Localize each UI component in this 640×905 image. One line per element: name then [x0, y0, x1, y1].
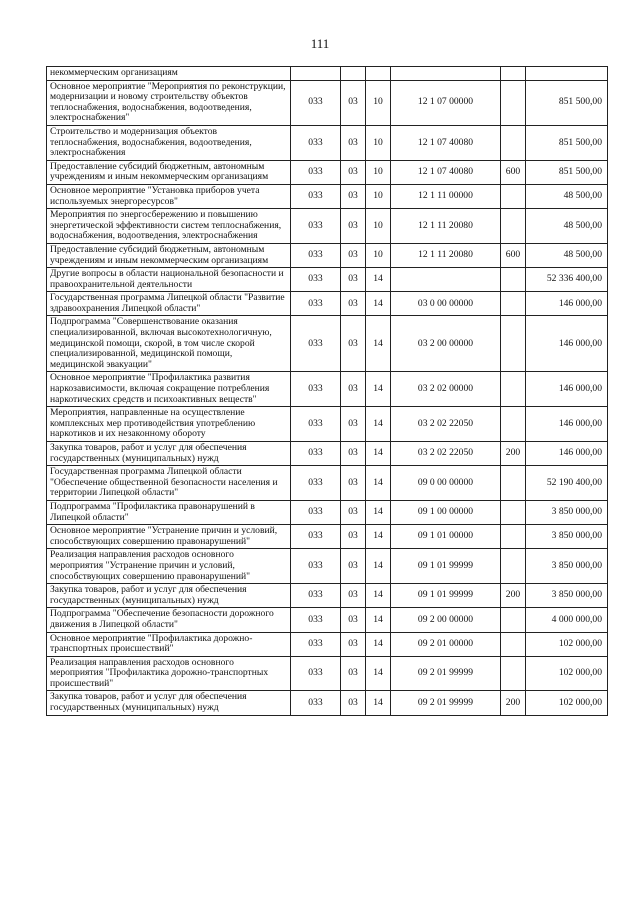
table-row	[47, 160, 608, 184]
section-code-cell: 03	[341, 691, 366, 715]
expense-type-code-cell	[501, 632, 526, 656]
expense-type-code-cell	[501, 80, 526, 125]
amount-cell: 102 000,00	[526, 632, 608, 656]
amount-cell: 102 000,00	[526, 691, 608, 715]
target-article-code-cell: 12 1 11 00000	[391, 184, 501, 208]
section-code-cell: 03	[341, 243, 366, 267]
expense-type-code-cell	[501, 292, 526, 316]
amount-cell: 146 000,00	[526, 372, 608, 407]
amount-cell: 851 500,00	[526, 160, 608, 184]
subsection-code-cell: 14	[366, 316, 391, 372]
department-code-cell: 033	[291, 292, 341, 316]
expense-type-code-cell	[501, 209, 526, 244]
target-article-code-cell: 09 0 00 00000	[391, 466, 501, 501]
expense-name-cell: Предоставление субсидий бюджетным, автономным учреждениям и иным некоммерческим организациям	[47, 160, 291, 184]
target-article-code-cell: 03 2 02 22050	[391, 442, 501, 466]
section-code-cell: 03	[341, 466, 366, 501]
amount-cell: 146 000,00	[526, 407, 608, 442]
amount-cell: 3 850 000,00	[526, 500, 608, 524]
table-row	[47, 80, 608, 125]
expense-type-code-cell	[501, 525, 526, 549]
department-code-cell: 033	[291, 632, 341, 656]
section-code-cell: 03	[341, 525, 366, 549]
department-code-cell: 033	[291, 656, 341, 691]
subsection-code-cell: 10	[366, 243, 391, 267]
amount-cell: 52 190 400,00	[526, 466, 608, 501]
department-code-cell: 033	[291, 442, 341, 466]
expense-name-cell: Реализация направления расходов основного мероприятия "Профилактика дорожно-транспортных происшествий"	[47, 656, 291, 691]
amount-cell	[526, 67, 608, 81]
table-row	[47, 125, 608, 160]
expense-name-cell: Подпрограмма "Профилактика правонарушений в Липецкой области"	[47, 500, 291, 524]
section-code-cell: 03	[341, 268, 366, 292]
page-number: 111	[310, 36, 330, 51]
expense-name-cell: Основное мероприятие "Профилактика дорожно-транспортных происшествий"	[47, 632, 291, 656]
expense-type-code-cell	[501, 67, 526, 81]
section-code-cell: 03	[341, 608, 366, 632]
amount-cell: 146 000,00	[526, 316, 608, 372]
expense-type-code-cell	[501, 466, 526, 501]
subsection-code-cell: 14	[366, 372, 391, 407]
expense-type-code-cell: 200	[501, 442, 526, 466]
expense-type-code-cell	[501, 549, 526, 584]
subsection-code-cell: 14	[366, 442, 391, 466]
department-code-cell: 033	[291, 466, 341, 501]
budget-table	[46, 66, 608, 716]
section-code-cell: 03	[341, 500, 366, 524]
amount-cell: 146 000,00	[526, 292, 608, 316]
target-article-code-cell: 12 1 07 40080	[391, 125, 501, 160]
expense-name-cell: Основное мероприятие "Мероприятия по реконструкции, модернизации и новому строительству объектов теплоснабжения, водоснабжения, водоотведения, электроснабжения"	[47, 80, 291, 125]
amount-cell: 102 000,00	[526, 656, 608, 691]
department-code-cell: 033	[291, 691, 341, 715]
expense-type-code-cell	[501, 608, 526, 632]
amount-cell: 851 500,00	[526, 80, 608, 125]
expense-name-cell: Государственная программа Липецкой области "Обеспечение общественной безопасности населения и территории Липецкой области"	[47, 466, 291, 501]
table-row	[47, 500, 608, 524]
expense-type-code-cell: 200	[501, 691, 526, 715]
subsection-code-cell	[366, 67, 391, 81]
expense-name-cell: Мероприятия, направленные на осуществление комплексных мер противодействия употреблению наркотиков и их незаконному обороту	[47, 407, 291, 442]
table-row	[47, 656, 608, 691]
target-article-code-cell: 12 1 07 40080	[391, 160, 501, 184]
department-code-cell: 033	[291, 160, 341, 184]
subsection-code-cell: 14	[366, 292, 391, 316]
expense-type-code-cell	[501, 500, 526, 524]
expense-type-code-cell	[501, 125, 526, 160]
expense-type-code-cell: 600	[501, 243, 526, 267]
amount-cell: 3 850 000,00	[526, 549, 608, 584]
table-row	[47, 608, 608, 632]
target-article-code-cell: 09 1 00 00000	[391, 500, 501, 524]
target-article-code-cell: 12 1 07 00000	[391, 80, 501, 125]
expense-name-cell: Предоставление субсидий бюджетным, автономным учреждениям и иным некоммерческим организациям	[47, 243, 291, 267]
expense-name-cell: некоммерческим организациям	[47, 67, 291, 81]
section-code-cell: 03	[341, 160, 366, 184]
subsection-code-cell: 14	[366, 525, 391, 549]
department-code-cell: 033	[291, 608, 341, 632]
section-code-cell: 03	[341, 632, 366, 656]
amount-cell: 52 336 400,00	[526, 268, 608, 292]
amount-cell: 48 500,00	[526, 209, 608, 244]
department-code-cell: 033	[291, 316, 341, 372]
target-article-code-cell: 09 2 01 99999	[391, 691, 501, 715]
target-article-code-cell: 09 1 01 00000	[391, 525, 501, 549]
expense-type-code-cell	[501, 372, 526, 407]
expense-name-cell: Закупка товаров, работ и услуг для обеспечения государственных (муниципальных) нужд	[47, 691, 291, 715]
section-code-cell: 03	[341, 584, 366, 608]
department-code-cell: 033	[291, 80, 341, 125]
table-row	[47, 67, 608, 81]
department-code-cell: 033	[291, 209, 341, 244]
department-code-cell: 033	[291, 407, 341, 442]
section-code-cell: 03	[341, 372, 366, 407]
subsection-code-cell: 14	[366, 466, 391, 501]
section-code-cell: 03	[341, 316, 366, 372]
table-row	[47, 549, 608, 584]
expense-name-cell: Основное мероприятие "Устранение причин и условий, способствующих совершению правонарушений"	[47, 525, 291, 549]
expense-name-cell: Подпрограмма "Совершенствование оказания специализированной, включая высокотехнологичную, медицинской помощи, скорой, в том числе скорой специализированной, медицинской помощи, медицинской эвакуации"	[47, 316, 291, 372]
target-article-code-cell	[391, 67, 501, 81]
subsection-code-cell: 14	[366, 584, 391, 608]
expense-type-code-cell	[501, 316, 526, 372]
section-code-cell: 03	[341, 184, 366, 208]
subsection-code-cell: 14	[366, 656, 391, 691]
target-article-code-cell: 09 2 01 99999	[391, 656, 501, 691]
table-row	[47, 184, 608, 208]
department-code-cell	[291, 67, 341, 81]
department-code-cell: 033	[291, 184, 341, 208]
amount-cell: 48 500,00	[526, 243, 608, 267]
target-article-code-cell: 12 1 11 20080	[391, 209, 501, 244]
target-article-code-cell: 09 1 01 99999	[391, 584, 501, 608]
target-article-code-cell: 09 2 01 00000	[391, 632, 501, 656]
department-code-cell: 033	[291, 549, 341, 584]
expense-type-code-cell: 200	[501, 584, 526, 608]
table-row	[47, 316, 608, 372]
expense-name-cell: Основное мероприятие "Установка приборов учета используемых энергоресурсов"	[47, 184, 291, 208]
budget-table-body	[47, 67, 608, 716]
subsection-code-cell: 14	[366, 608, 391, 632]
department-code-cell: 033	[291, 268, 341, 292]
amount-cell: 3 850 000,00	[526, 525, 608, 549]
table-row	[47, 466, 608, 501]
expense-name-cell: Реализация направления расходов основного мероприятия "Устранение причин и условий, способствующих совершению правонарушений"	[47, 549, 291, 584]
table-row	[47, 209, 608, 244]
section-code-cell: 03	[341, 549, 366, 584]
target-article-code-cell: 03 0 00 00000	[391, 292, 501, 316]
subsection-code-cell: 10	[366, 80, 391, 125]
section-code-cell	[341, 67, 366, 81]
table-row	[47, 407, 608, 442]
expense-name-cell: Основное мероприятие "Профилактика развития наркозависимости, включая сокращение потребления наркотических средств и психоактивных веществ"	[47, 372, 291, 407]
section-code-cell: 03	[341, 442, 366, 466]
table-row	[47, 268, 608, 292]
department-code-cell: 033	[291, 500, 341, 524]
amount-cell: 146 000,00	[526, 442, 608, 466]
subsection-code-cell: 10	[366, 125, 391, 160]
subsection-code-cell: 14	[366, 632, 391, 656]
table-row	[47, 372, 608, 407]
subsection-code-cell: 14	[366, 268, 391, 292]
subsection-code-cell: 10	[366, 209, 391, 244]
expense-type-code-cell	[501, 184, 526, 208]
table-row	[47, 292, 608, 316]
subsection-code-cell: 14	[366, 407, 391, 442]
section-code-cell: 03	[341, 656, 366, 691]
target-article-code-cell: 03 2 00 00000	[391, 316, 501, 372]
table-row	[47, 691, 608, 715]
table-row	[47, 632, 608, 656]
department-code-cell: 033	[291, 525, 341, 549]
table-row	[47, 243, 608, 267]
expense-type-code-cell: 600	[501, 160, 526, 184]
department-code-cell: 033	[291, 243, 341, 267]
expense-name-cell: Закупка товаров, работ и услуг для обеспечения государственных (муниципальных) нужд	[47, 584, 291, 608]
target-article-code-cell: 12 1 11 20080	[391, 243, 501, 267]
expense-name-cell: Другие вопросы в области национальной безопасности и правоохранительной деятельности	[47, 268, 291, 292]
amount-cell: 48 500,00	[526, 184, 608, 208]
section-code-cell: 03	[341, 80, 366, 125]
expense-name-cell: Строительство и модернизация объектов теплоснабжения, водоснабжения, водоотведения, электроснабжения	[47, 125, 291, 160]
subsection-code-cell: 14	[366, 691, 391, 715]
table-row	[47, 584, 608, 608]
subsection-code-cell: 14	[366, 500, 391, 524]
amount-cell: 4 000 000,00	[526, 608, 608, 632]
expense-type-code-cell	[501, 656, 526, 691]
target-article-code-cell	[391, 268, 501, 292]
expense-name-cell: Мероприятия по энергосбережению и повышению энергетической эффективности систем теплоснабжения, водоснабжения, водоотведения, электроснабжения	[47, 209, 291, 244]
department-code-cell: 033	[291, 125, 341, 160]
section-code-cell: 03	[341, 125, 366, 160]
subsection-code-cell: 14	[366, 549, 391, 584]
table-row	[47, 525, 608, 549]
target-article-code-cell: 09 1 01 99999	[391, 549, 501, 584]
amount-cell: 3 850 000,00	[526, 584, 608, 608]
section-code-cell: 03	[341, 209, 366, 244]
section-code-cell: 03	[341, 407, 366, 442]
department-code-cell: 033	[291, 584, 341, 608]
expense-name-cell: Закупка товаров, работ и услуг для обеспечения государственных (муниципальных) нужд	[47, 442, 291, 466]
department-code-cell: 033	[291, 372, 341, 407]
target-article-code-cell: 03 2 02 00000	[391, 372, 501, 407]
target-article-code-cell: 03 2 02 22050	[391, 407, 501, 442]
expense-type-code-cell	[501, 268, 526, 292]
subsection-code-cell: 10	[366, 184, 391, 208]
expense-type-code-cell	[501, 407, 526, 442]
subsection-code-cell: 10	[366, 160, 391, 184]
table-row	[47, 442, 608, 466]
expense-name-cell: Государственная программа Липецкой области "Развитие здравоохранения Липецкой области"	[47, 292, 291, 316]
target-article-code-cell: 09 2 00 00000	[391, 608, 501, 632]
amount-cell: 851 500,00	[526, 125, 608, 160]
expense-name-cell: Подпрограмма "Обеспечение безопасности дорожного движения в Липецкой области"	[47, 608, 291, 632]
section-code-cell: 03	[341, 292, 366, 316]
